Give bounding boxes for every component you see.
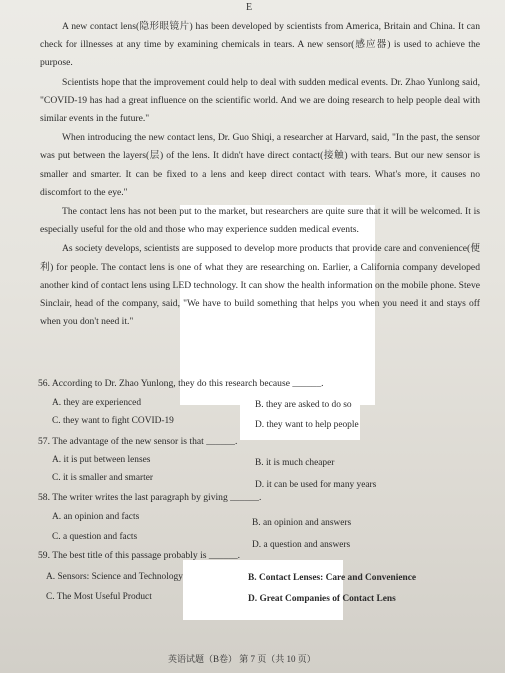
reading-passage — [40, 18, 480, 332]
glare-patch — [240, 380, 360, 440]
option-d[interactable]: D. they want to help people — [255, 420, 359, 430]
option-a[interactable]: A. it is put between lenses — [52, 455, 151, 465]
paragraph: The contact lens has not been put to the market, but researchers are quite sure that it will be welcomed. It is especially useful for the old and those who may experience sudden medical events. — [40, 206, 480, 236]
question-57 — [38, 436, 488, 447]
question-58 — [38, 492, 488, 503]
option-a[interactable]: A. an opinion and facts — [52, 512, 140, 522]
option-b[interactable]: B. Contact Lenses: Care and Convenience — [248, 573, 417, 583]
option-d[interactable]: D. a question and answers — [252, 540, 351, 550]
question-stem: 58. The writer writes the last paragraph by giving ______. — [38, 492, 262, 503]
paragraph: As society develops, scientists are supposed to develop more products that provide care and convenience(便利) for people. The contact lens is one of what they are researching on. Earlier, a California company developed another kind of contact lens using LED technology. It can show the health information on the mobile phone. Steve Sinclair, head of the company, said, "We have to build something that helps you when you need it and stays off when you don't need it." — [40, 243, 480, 328]
paragraph: Scientists hope that the improvement could help to deal with sudden medical events. Dr. Zhao Yunlong said, "COVID-19 has had a great influence on the scientific world. And we are doing research to help people deal with similar events in the future." — [40, 76, 480, 125]
question-59 — [38, 550, 488, 561]
question-stem: 57. The advantage of the new sensor is that ______. — [38, 436, 238, 447]
option-a[interactable]: A. they are experienced — [52, 398, 142, 408]
glare-patch — [183, 560, 343, 620]
option-d[interactable]: D. Great Companies of Contact Lens — [248, 594, 396, 604]
question-stem: 59. The best title of this passage probably is ______. — [38, 550, 241, 561]
paragraph: A new contact lens(隐形眼镜片) has been developed by scientists from America, Britain and China. It can check for illnesses at any time by examining chemicals in tears. A new sensor(感应器) is used to achieve the purpose. — [40, 21, 480, 69]
option-b[interactable]: B. an opinion and answers — [252, 518, 352, 528]
option-b[interactable]: B. it is much cheaper — [255, 458, 335, 468]
page-marker: E — [246, 2, 253, 13]
question-stem: 56. According to Dr. Zhao Yunlong, they do this research because ______. — [38, 378, 324, 389]
option-c[interactable]: C. they want to fight COVID-19 — [52, 416, 174, 426]
option-a[interactable]: A. Sensors: Science and Technology — [46, 572, 183, 582]
question-56 — [38, 378, 488, 389]
option-c[interactable]: C. it is smaller and smarter — [52, 473, 154, 483]
option-c[interactable]: C. The Most Useful Product — [46, 592, 152, 602]
page-footer: 英语试题（B卷） 第 7 页（共 10 页） — [168, 654, 316, 664]
option-b[interactable]: B. they are asked to do so — [255, 400, 352, 410]
paragraph: When introducing the new contact lens, Dr. Guo Shiqi, a researcher at Harvard, said, "In the past, the sensor was put between the layers(层) of the lens. It didn't have direct contact(接触) with tears. But our new sensor is smaller and smarter. It can be fixed to a lens and keep direct contact with tears. What's more, it causes no discomfort to the eye." — [40, 132, 480, 198]
option-d[interactable]: D. it can be used for many years — [255, 480, 377, 490]
option-c[interactable]: C. a question and facts — [52, 532, 138, 542]
